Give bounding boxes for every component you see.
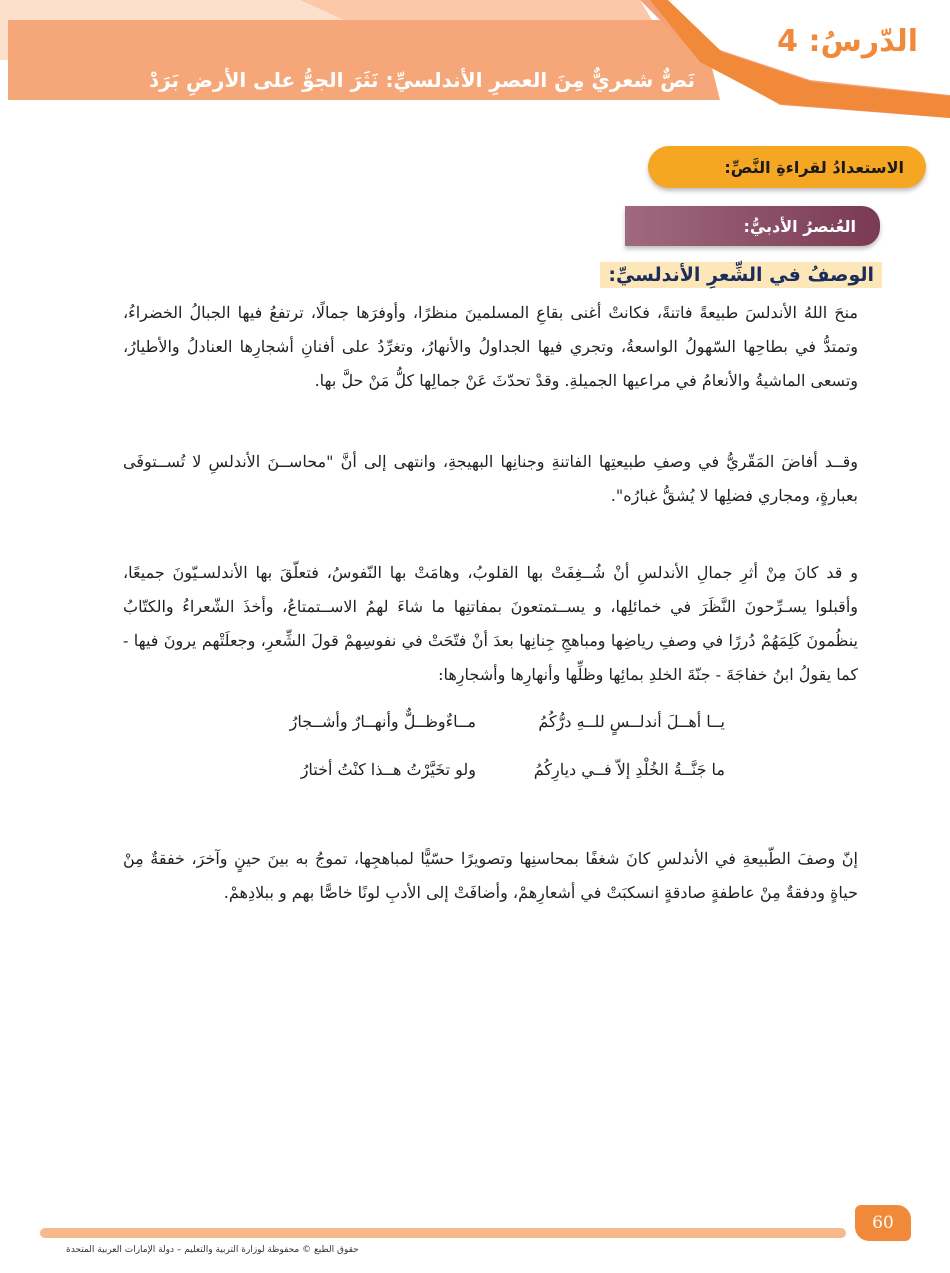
poem-line-1-second-hemistich: مــاءٌوظــلٌّ وأنهــارٌ وأشــجارُ	[289, 712, 476, 731]
paragraph-2-text: وقــد أفاضَ المَقّريُّ في وصفِ طبيعتِها الفاتنةِ وجنانِها البهيجةِ، وانتهى إلى أنَّ "محاســنَ الأندلسِ لا تُســتوفَى بعبارةٍ، ومجاري فضلِها لا يُشقُّ غبارُه".	[123, 452, 858, 505]
lesson-title: الدّرسُ: 4	[777, 24, 918, 59]
paragraph-1	[123, 296, 858, 398]
section-heading: الوصفُ في الشِّعرِ الأندلسيِّ:	[600, 262, 882, 288]
footer-bar	[40, 1228, 846, 1238]
poem-line-1-first-hemistich: يــا أهــلَ أندلــسٍ للــهِ درُّكُمُ	[538, 712, 725, 731]
literary-element-label: العُنصرُ الأدبيُّ:	[625, 206, 880, 246]
page-number: 60	[855, 1205, 911, 1241]
poem-line-2-second-hemistich: ولو تخَيَّرْتُ هــذا كنْتُ أختارُ	[300, 760, 476, 779]
prep-reading-label: الاستعدادُ لقراءةِ النَّصِّ:	[648, 146, 926, 188]
paragraph-2	[123, 445, 858, 513]
paragraph-4	[123, 842, 858, 910]
paragraph-3	[123, 556, 858, 692]
copyright-notice: حقوق الطبع © محفوظة لوزارة التربية والتعليم – دولة الإمارات العربية المتحدة	[66, 1245, 359, 1255]
poem-line-2-first-hemistich: ما جَنَّــةُ الخُلْدِ إلاّ فــي ديارِكُمُ	[533, 760, 725, 779]
paragraph-3-text: و قد كانَ مِنْ أثرِ جمالِ الأندلسِ أنْ شُــغِفَتْ بها القلوبُ، وهامَتْ بها النّفوسُ، فتعلّقَ بها الأندلسـيّونَ جميعًا، وأقبلوا يسـرِّحونَ النَّظَرَ في خمائلِها، و يســتمتعونَ بمفاتنِها ما شاءَ لهمُ الاســتمتاعُ، وأخذَ الشّعراءُ والكتّابُ ينظُمونَ كَلِمَهُمْ دُررًا في وصفِ رياضِها ومباهجِ جِنانِها بعدَ أنْ فتّحَتْ في نفوسِهمْ قولَ الشِّعرِ، وجعلَتْهم يرونَ فيها - كما يقولُ ابنُ خفاجَةَ - جنّةَ الخلدِ بمائِها وظلِّها وأنهارِها وأشجارِها:	[123, 563, 858, 684]
header-banner	[0, 0, 950, 130]
paragraph-1-text: منحَ اللهُ الأندلسَ طبيعةً فاتنةً، فكانتْ أغنى بقاعِ المسلمينَ منظرًا، وأوفرَها جمالًا، ترتفعُ فيها الجبالُ الخضراءُ، وتمتدُّ في بطاحِها السّهولُ الواسعةُ، وتجري فيها الجداولُ والأنهارُ، وتغرِّدُ على أفنانِ أشجارِها العنادلُ والأطيارُ، وتسعى الماشيةُ والأنعامُ في مراعيها الجميلةِ. وقدْ تحدّثَ عَنْ جمالِها كلُّ مَنْ حلَّ بها.	[123, 303, 858, 390]
paragraph-4-text: إنّ وصفَ الطّبيعةِ في الأندلسِ كانَ شغفًا بمحاسنِها وتصويرًا حسّيًّا لمباهجِها، تموجُ به بينَ حينٍ وآخرَ، خفقةٌ مِنْ حياةٍ ودفقةٌ مِنْ عاطفةٍ صادقةٍ انسكبَتْ في أشعارِهمْ، وأضافَتْ إلى الأدبِ لونًا خاصًّا بهم و ببلادِهمْ.	[123, 849, 858, 902]
lesson-subtitle: نَصٌّ شعريٌّ مِنَ العصرِ الأندلسيِّ: نَثَرَ الجوُّ على الأرضِ بَرَدْ	[148, 68, 695, 92]
